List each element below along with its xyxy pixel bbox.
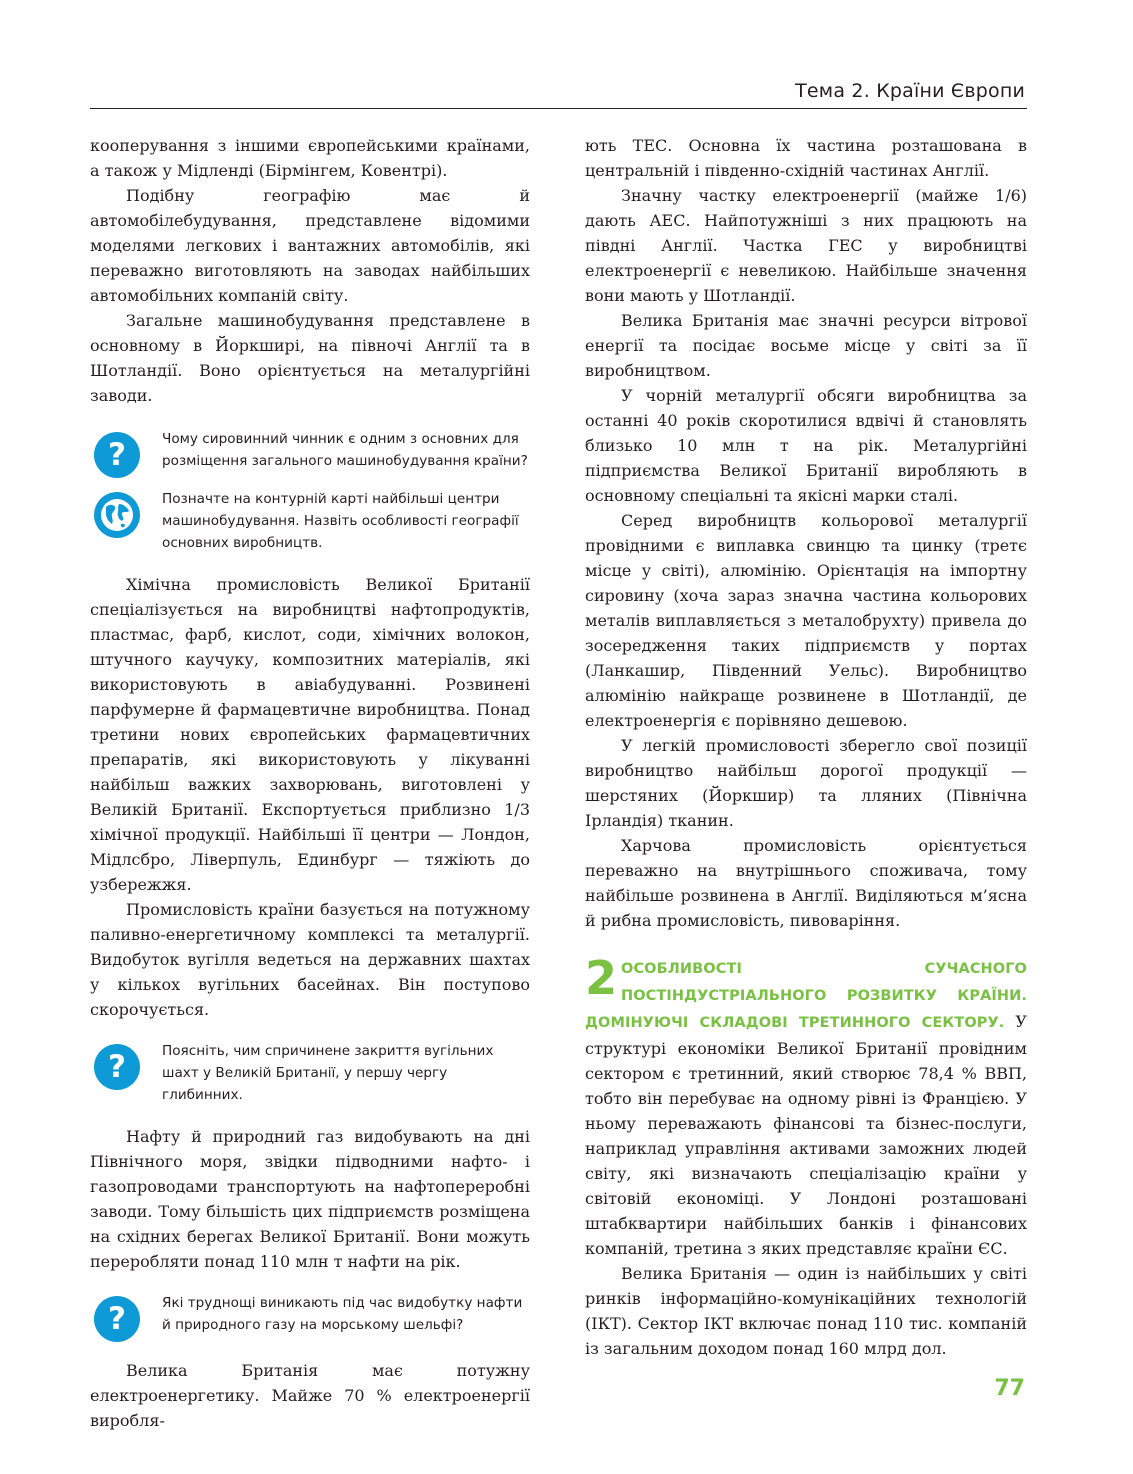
paragraph: Загальне машинобудування представлене в основному в Йоркширі, на півночі Англії та в Шотландії. Воно орієнтується на металургійні заводи.: [90, 311, 530, 405]
section-text: У структурі економіки Великої Британії провідним сектором є третинний, який створює 78,4 % ВВП, тобто він перебуває на одному рівні із Францією. У ньому переважають фінансові та бізнес-послуги, наприклад управління активами заможних людей світу, які визначають спеціалізацію країни у світовій економіці. У Лондоні розташовані штабквартири найбільших банків і фінансових компаній, третина з яких представляє країни ЄС.: [585, 1012, 1027, 1258]
paragraph: ють ТЕС. Основна їх частина розташована в центральній і південно-східній частинах Англії.: [585, 136, 1027, 180]
paragraph: Промисловість країни базується на потужному паливно-енергетичному комплексі та металургії. Видобуток вугілля ведеться на державних шахтах у кількох вугільних басейнах. Він поступово скорочується.: [90, 900, 530, 1019]
question-text: Чому сировинний чинник є одним з основних для розміщення загального машинобудування країни?: [162, 431, 528, 469]
paragraph: Харчова промисловість орієнтується переважно на внутрішнього споживача, тому найбільше розвинена в Англії. Виділяються м’ясна й рибна промисловість, пивоваріння.: [585, 836, 1027, 930]
running-header: Тема 2. Країни Європи: [795, 80, 1025, 102]
paragraph: Хімічна промисловість Великої Британії спеціалізується на виробництві нафтопродуктів, пластмас, фарб, кислот, соди, хімічних волокон, штучного каучуку, композитних матеріалів, які використовують в авіабудуванні. Розвинені парфумерне й фармацевтичне виробництва. Понад третини нових європейських фармацевтичних препаратів, які використовують у лікуванні найбільш важких захворювань, виготовлені у Великій Британії. Експортується приблизно 1/3 хімічної продукції. Найбільші її центри — Лондон, Мідлсбро, Ліверпуль, Единбург — тяжіють до узбережжя.: [90, 575, 530, 894]
question-text: Поясніть, чим спричинене закриття вугільних шахт у Великій Британії, у першу чергу глибинних.: [162, 1043, 494, 1103]
paragraph: Нафту й природний газ видобувають на дні Північного моря, звідки підводними нафто- і газопроводами транспортують на нафтопереробні заводи. Тому більшість цих підприємств розміщена на східних берегах Великої Британії. Вони можуть переробляти понад 110 млн т нафти на рік.: [90, 1127, 530, 1271]
question-box: [90, 1292, 530, 1342]
paragraph: кооперування з іншими європейськими країнами, а також у Мідленді (Бірмінгем, Ковентрі).: [90, 136, 530, 180]
task-text: Позначте на контурній карті найбільші центри машинобудування. Назвіть особливості географії основних виробництв.: [162, 491, 519, 551]
task-box: [90, 488, 530, 554]
paragraph: Велика Британія — один із найбільших у світі ринків інформаційно-комунікаційних технологій (ІКТ). Сектор ІКТ включає понад 110 тис. компаній із загальним доходом понад 160 млрд дол.: [585, 1264, 1027, 1358]
paragraph: Значну частку електроенергії (майже 1/6) дають АЕС. Найпотужніші з них працюють на півдні Англії. Частка ГЕС у виробництві електроенергії є невеликою. Найбільше значення вони мають у Шотландії.: [585, 186, 1027, 305]
paragraph: У чорній металургії обсяги виробництва за останні 40 років скоротилися вдвічі й становлять близько 10 млн т на рік. Металургійні підприємства Великої Британії виробляють в основному спеціальні та якісні марки сталі.: [585, 386, 1027, 505]
right-column: [585, 133, 1027, 1361]
paragraph: Серед виробництв кольорової металургії провідними є виплавка свинцю та цинку (третє місце у світі), алюмінію. Орієнтація на імпортну сировину (хоча зараз значна частина кольорових металів виплавляється з металобрухту) привела до зосередження таких підприємств у портах (Ланкашир, Південний Уельс). Виробництво алюмінію найкраще розвинене в Шотландії, де електроенергія є порівняно дешевою.: [585, 511, 1027, 730]
page-number: 77: [994, 1376, 1025, 1401]
question-icon: ?: [94, 1296, 140, 1342]
question-box: [90, 1040, 530, 1106]
header-divider: [90, 108, 1027, 109]
paragraph: Велика Британія має потужну електроенергетику. Майже 70 % електроенергії виробля-: [90, 1361, 530, 1430]
section-number: 2: [585, 951, 618, 1005]
question-icon: ?: [94, 1044, 140, 1090]
paragraph: Велика Британія має значні ресурси вітрової енергії та посідає восьме місце у світі за її виробництвом.: [585, 311, 1027, 380]
globe-icon: [94, 492, 140, 538]
left-column: [90, 133, 530, 1433]
paragraph: У легкій промисловості зберегло свої позиції виробництво найбільш дорогої продукції — шерстяних (Йоркшир) та лляних (Північна Ірландія) тканин.: [585, 736, 1027, 830]
question-text: Які труднощі виникають під час видобутку нафти й природного газу на морському шельфі?: [162, 1295, 523, 1333]
section-title: ОСОБЛИВОСТІ СУЧАСНОГО ПОСТІНДУСТРІАЛЬНОГО РОЗВИТКУ КРАЇНИ. ДОМІНУЮЧІ СКЛАДОВІ ТРЕТИННОГО СЕКТОРУ.: [585, 961, 1027, 1031]
section-2: [585, 951, 1027, 1261]
question-box: [90, 428, 530, 478]
question-icon: ?: [94, 432, 140, 478]
paragraph: Подібну географію має й автомобілебудування, представлене відомими моделями легкових і вантажних автомобілів, які переважно виготовляють на заводах найбільших автомобільних компаній світу.: [90, 186, 530, 305]
